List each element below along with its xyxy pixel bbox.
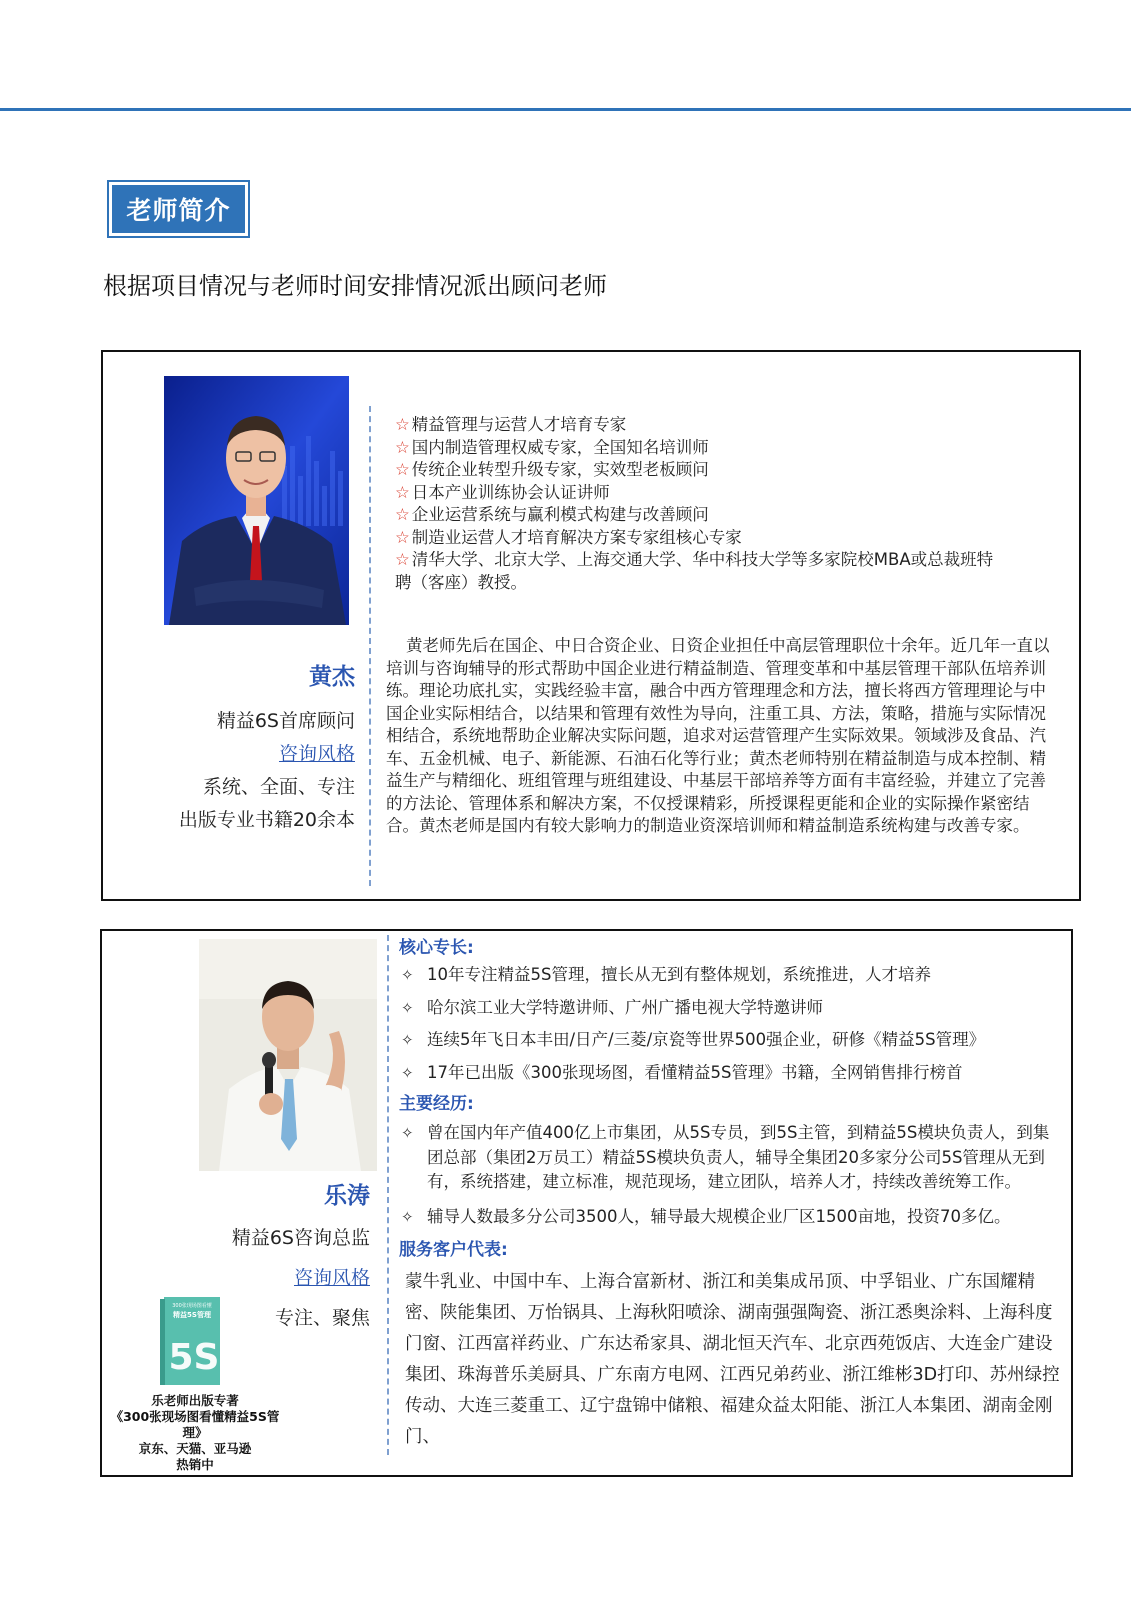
core-skill-item: ✧ 哈尔滨工业大学特邀讲师、广州广播电视大学特邀讲师 — [399, 996, 1063, 1021]
diamond-bullet-icon: ✧ — [401, 1031, 414, 1049]
teacher-bio-huang: 黄老师先后在国企、中日合资企业、日资企业担任中高层管理职位十余年。近几年一直以培训与咨询辅导的形式帮助中国企业进行精益制造、管理变革和中基层管理干部队伍培养训练。理论功底扎实，实践经验丰富，融合中西方管理理念和方法，擅长将西方管理理论与中国企业实际相结合，以结果和管理有效性为导向，注重工具、方法，策略，措施与实际情况相结合，系统地帮助企业解决实际问题，追求对运营管理产生实际效果。领域涉及食品、汽车、五金机械、电子、新能源、石油石化等行业；黄杰老师特别在精益制造与成本控制、精益生产与精细化、班组管理与班组建设、中基层干部培养等方面有丰富经验，并建立了完善的方法论、管理体系和解决方案，不仅授课精彩，所授课程更能和企业的实际操作紧密结合。黄杰老师是国内有较大影响力的制造业资深培训师和精益制造系统构建与改善专家。 — [386, 636, 1050, 835]
star-icon: ☆ — [395, 437, 410, 457]
core-skills-title: 核心专长: — [399, 938, 474, 958]
consult-style-value: 系统、全面、专注 — [202, 776, 355, 798]
star-icon: ☆ — [395, 415, 410, 434]
diamond-bullet-icon: ✧ — [401, 966, 414, 984]
teacher-meta-le — [102, 1174, 370, 1338]
experience-title: 主要经历: — [399, 1094, 474, 1114]
teacher-photo-huang — [164, 376, 349, 625]
teacher-details-le — [399, 935, 1063, 1453]
consult-style-value: 专注、聚焦 — [274, 1307, 370, 1329]
diamond-bullet-icon: ✧ — [401, 1124, 414, 1142]
teacher-photo-le — [199, 939, 377, 1171]
teacher-title: 精益6S首席顾问 — [216, 710, 355, 732]
portrait-huang-image — [164, 376, 349, 625]
book-cover — [160, 1297, 222, 1387]
star-icon: ☆ — [395, 550, 410, 569]
highlight-item: ☆ 传统企业转型升级专家，实效型老板顾问 — [395, 460, 709, 479]
top-rule — [0, 108, 1131, 111]
core-skill-item: ✧ 17年已出版《300张现场图，看懂精益5S管理》书籍，全网销售排行榜首 — [399, 1061, 1063, 1086]
highlight-item: ☆ 制造业运营人才培育解决方案专家组核心专家 — [395, 527, 742, 547]
book-cover-image — [160, 1297, 222, 1387]
experience-item: ✧ 曾在国内年产值400亿上市集团，从5S专员，到5S主管，到精益5S模块负责人，到集团总部（集团2万员工）精益5S模块负责人，辅导全集团20多家分公司5S管理从无到有，系统搭建，建立标准，规范现场，建立团队，培养人才，持续改善统筹工作。 — [401, 1123, 1050, 1191]
book-cover-top: 300张现场图看懂 — [172, 1303, 212, 1309]
section-tag — [107, 180, 250, 238]
star-icon: ☆ — [395, 482, 410, 502]
teacher-name: 乐涛 — [324, 1183, 370, 1209]
star-icon: ☆ — [395, 505, 410, 524]
portrait-le-image — [199, 939, 377, 1171]
clients-title: 服务客户代表: — [399, 1240, 508, 1260]
card-divider — [387, 935, 389, 1455]
highlight-continuation: 聘（客座）教授。 — [395, 572, 527, 592]
book-caption: 乐老师出版专著 《300张现场图看懂精益5S管理》 京东、天猫、亚马逊 热销中 — [110, 1393, 280, 1472]
highlight-item: ☆ 国内制造管理权威专家，全国知名培训师 — [395, 437, 709, 457]
highlight-list — [395, 414, 1035, 594]
intro-text: 根据项目情况与老师时间安排情况派出顾问老师 — [103, 272, 607, 300]
teacher-name: 黄杰 — [309, 664, 355, 690]
highlight-item: ☆ 精益管理与运营人才培育专家 — [395, 415, 627, 434]
clients-list: 蒙牛乳业、中国中车、上海合富新材、浙江和美集成吊顶、中孚铝业、广东国耀精密、陕能集团、万怡锅具、上海秋阳喷涂、湖南强强陶瓷、浙江悉奥涂料、上海科度门窗、江西富祥药业、广东达希家具、湖北恒天汽车、北京西苑饭店、大连金广建设集团、珠海普乐美厨具、广东南方电网、江西兄弟药业、浙江维彬3D打印、苏州绿控传动、大连三菱重工、辽宁盘锦中储粮、福建众益太阳能、浙江人本集团、湖南金刚门、 — [405, 1272, 1060, 1447]
consult-style-link[interactable]: 咨询风格 — [278, 743, 355, 765]
card-divider — [369, 406, 371, 886]
teacher-card-huang — [101, 350, 1081, 901]
diamond-bullet-icon: ✧ — [401, 1207, 414, 1226]
diamond-bullet-icon: ✧ — [401, 1063, 414, 1082]
teacher-meta-huang — [103, 658, 355, 837]
teacher-card-le — [100, 929, 1073, 1477]
star-icon: ☆ — [395, 527, 410, 547]
book-cover-big: 5S — [168, 1337, 220, 1378]
experience-item: ✧ 辅导人数最多分公司3500人，辅导最大规模企业厂区1500亩地，投资70多亿。 — [399, 1205, 1063, 1230]
consult-style-link[interactable]: 咨询风格 — [293, 1267, 370, 1289]
book-cover-title: 精益5S管理 — [173, 1311, 211, 1319]
publications-text: 出版专业书籍20余本 — [178, 809, 355, 831]
core-skill-item: ✧ 10年专注精益5S管理，擅长从无到有整体规划，系统推进，人才培养 — [399, 963, 1063, 988]
diamond-bullet-icon: ✧ — [401, 998, 414, 1017]
core-skill-item: ✧ 连续5年飞日本丰田/日产/三菱/京瓷等世界500强企业，研修《精益5S管理》 — [399, 1028, 1063, 1053]
highlight-item: ☆ 企业运营系统与赢利模式构建与改善顾问 — [395, 505, 709, 524]
section-tag-label: 老师简介 — [112, 185, 245, 233]
highlight-item: ☆ 日本产业训练协会认证讲师 — [395, 482, 610, 502]
highlight-item: ☆ 清华大学、北京大学、上海交通大学、华中科技大学等多家院校MBA或总裁班特 — [395, 550, 994, 569]
teacher-title: 精益6S咨询总监 — [231, 1227, 370, 1249]
star-icon: ☆ — [395, 460, 410, 479]
